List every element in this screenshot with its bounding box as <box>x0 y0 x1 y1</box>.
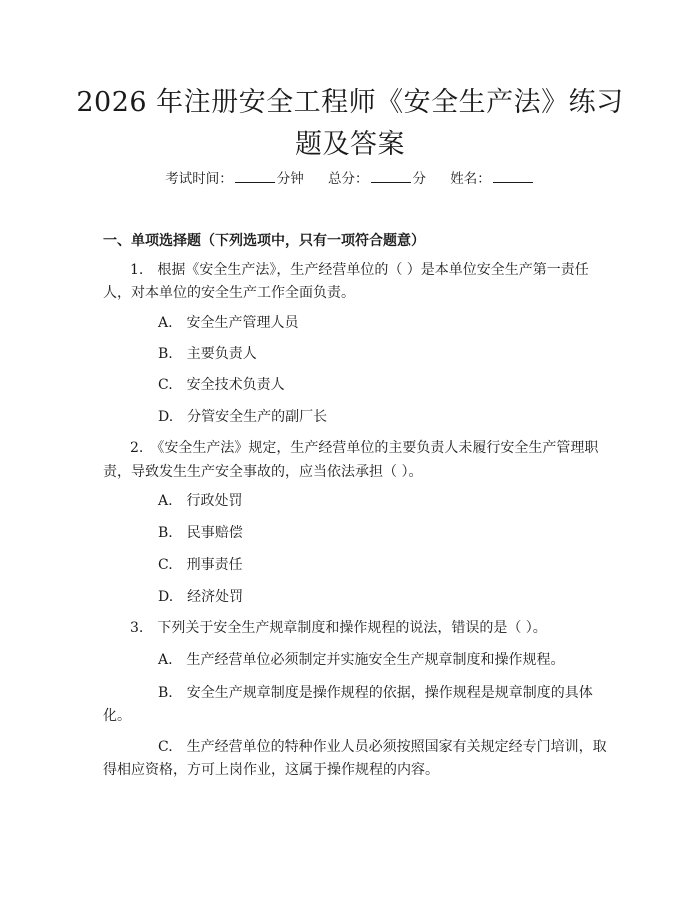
exam-time-unit: 分钟 <box>276 171 304 187</box>
question-2-line-1: 2. 《安全生产法》规定，生产经营单位的主要负责人未履行安全生产管理职 <box>130 440 599 456</box>
exam-time-field <box>165 167 304 187</box>
question-3-option-b-cont: 化。 <box>103 708 131 724</box>
name-label: 姓名： <box>450 171 491 187</box>
question-2-option-b: B. 民事赔偿 <box>158 525 243 541</box>
question-3-option-c-cont: 得相应资格，方可上岗作业，这属于操作规程的内容。 <box>103 762 439 778</box>
question-1-option-c: C. 安全技术负责人 <box>158 377 285 393</box>
total-score-blank <box>371 170 411 183</box>
total-score-unit: 分 <box>412 171 426 187</box>
question-2-option-a: A. 行政处罚 <box>158 493 243 509</box>
question-1-option-d: D. 分管安全生产的副厂长 <box>158 409 328 425</box>
question-2-option-d: D. 经济处罚 <box>158 589 244 605</box>
title-line-2: 题及答案 <box>295 129 405 160</box>
exam-time-label: 考试时间： <box>165 171 233 187</box>
name-field <box>450 167 535 187</box>
question-2-option-c: C. 刑事责任 <box>158 557 243 573</box>
title-line-1: 2026 年注册安全工程师《安全生产法》练习 <box>76 87 624 118</box>
total-score-field <box>328 167 426 187</box>
question-3-option-c: C. 生产经营单位的特种作业人员必须按照国家有关规定经专门培训，取 <box>158 739 607 755</box>
question-1-option-a: A. 安全生产管理人员 <box>158 315 299 331</box>
question-3-option-b: B. 安全生产规章制度是操作规程的依据，操作规程是规章制度的具体 <box>158 685 593 701</box>
exam-info <box>0 167 700 187</box>
document-title <box>70 82 630 166</box>
question-1-line-1: 1. 根据《安全生产法》，生产经营单位的（ ）是本单位安全生产第一责任 <box>130 262 589 278</box>
section-heading: 一、单项选择题（下列选项中，只有一项符合题意） <box>103 233 425 249</box>
question-1-line-2: 人，对本单位的安全生产工作全面负责。 <box>103 285 355 301</box>
question-1-option-b: B. 主要负责人 <box>158 346 257 362</box>
name-blank <box>493 170 533 183</box>
question-3-line-1: 3. 下列关于安全生产规章制度和操作规程的说法，错误的是（ ）。 <box>130 620 547 636</box>
question-2-line-2: 责，导致发生生产安全事故的，应当依法承担（ ）。 <box>103 464 423 480</box>
total-score-label: 总分： <box>328 171 369 187</box>
exam-time-blank <box>235 170 275 183</box>
question-3-option-a: A. 生产经营单位必须制定并实施安全生产规章制度和操作规程。 <box>158 652 565 668</box>
